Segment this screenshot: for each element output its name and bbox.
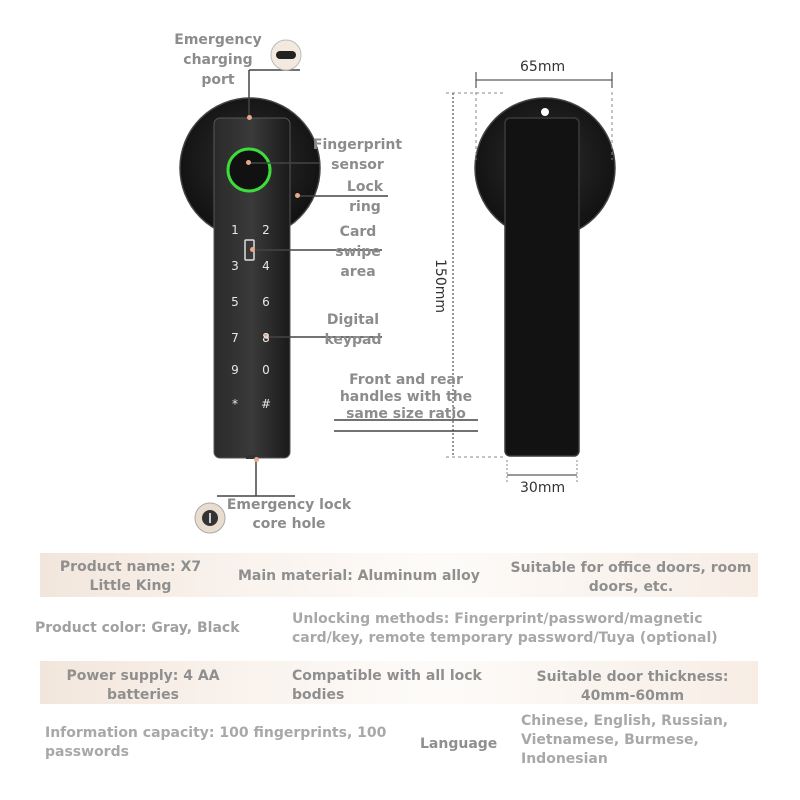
keypad-key: 9: [231, 363, 239, 377]
keypad-key: 0: [262, 363, 270, 377]
spec-compatible: Compatible with all lock bodies: [292, 668, 482, 703]
callout-dot: [250, 247, 255, 252]
keypad-key: 3: [231, 259, 239, 273]
callout-lock-ring: Lock ring: [346, 179, 384, 215]
callout-keypad: Digital keypad: [324, 312, 382, 348]
callout-charging-port: Emergency charging port: [174, 32, 262, 88]
dimension-width: 65mm: [520, 59, 566, 75]
keypad-key: *: [232, 397, 238, 411]
fingerprint-sensor: [228, 149, 270, 191]
spec-power: Power supply: 4 AA batteries: [66, 668, 220, 703]
callout-dot: [246, 160, 251, 165]
callout-dot: [295, 193, 300, 198]
spec-material: Main material: Aluminum alloy: [238, 568, 480, 584]
keypad-key: #: [260, 397, 272, 411]
keypad-key: 6: [262, 295, 270, 309]
spec-thickness: Suitable door thickness: 40mm-60mm: [536, 669, 729, 704]
keypad-key: 5: [231, 295, 239, 309]
spec-suitable-doors: Suitable for office doors, room doors, etc.: [510, 560, 752, 595]
callout-dot: [254, 457, 259, 462]
dimension-depth: 30mm: [520, 480, 566, 496]
spec-unlocking: Unlocking methods: Fingerprint/password/magnetic card/key, remote temporary password/Tuya (optional): [292, 611, 718, 646]
keypad-key: 4: [262, 259, 270, 273]
keypad-key: 1: [231, 223, 239, 237]
keypad-key: 2: [262, 223, 270, 237]
callout-fingerprint: Fingerprint sensor: [312, 137, 403, 173]
keypad-key: 8: [262, 331, 270, 345]
spec-product-name: Product name: X7 Little King: [59, 559, 202, 594]
spec-capacity: Information capacity: 100 fingerprints, 100 passwords: [45, 725, 387, 760]
spec-color: Product color: Gray, Black: [35, 620, 240, 636]
callout-card-swipe: Card swipe area: [335, 224, 381, 280]
rear-handle-body: [505, 118, 579, 456]
spec-language-label: Language: [420, 736, 498, 752]
keypad-key: 7: [231, 331, 239, 345]
spec-languages: Chinese, English, Russian, Vietnamese, Burmese, Indonesian: [521, 713, 729, 767]
dimension-height: 150mm: [432, 259, 448, 313]
callout-lock-core: Emergency lock core hole: [226, 497, 352, 532]
callout-dot: [247, 115, 252, 120]
callout-ratio-note: Front and rear handles with the same size ratio: [339, 372, 473, 422]
